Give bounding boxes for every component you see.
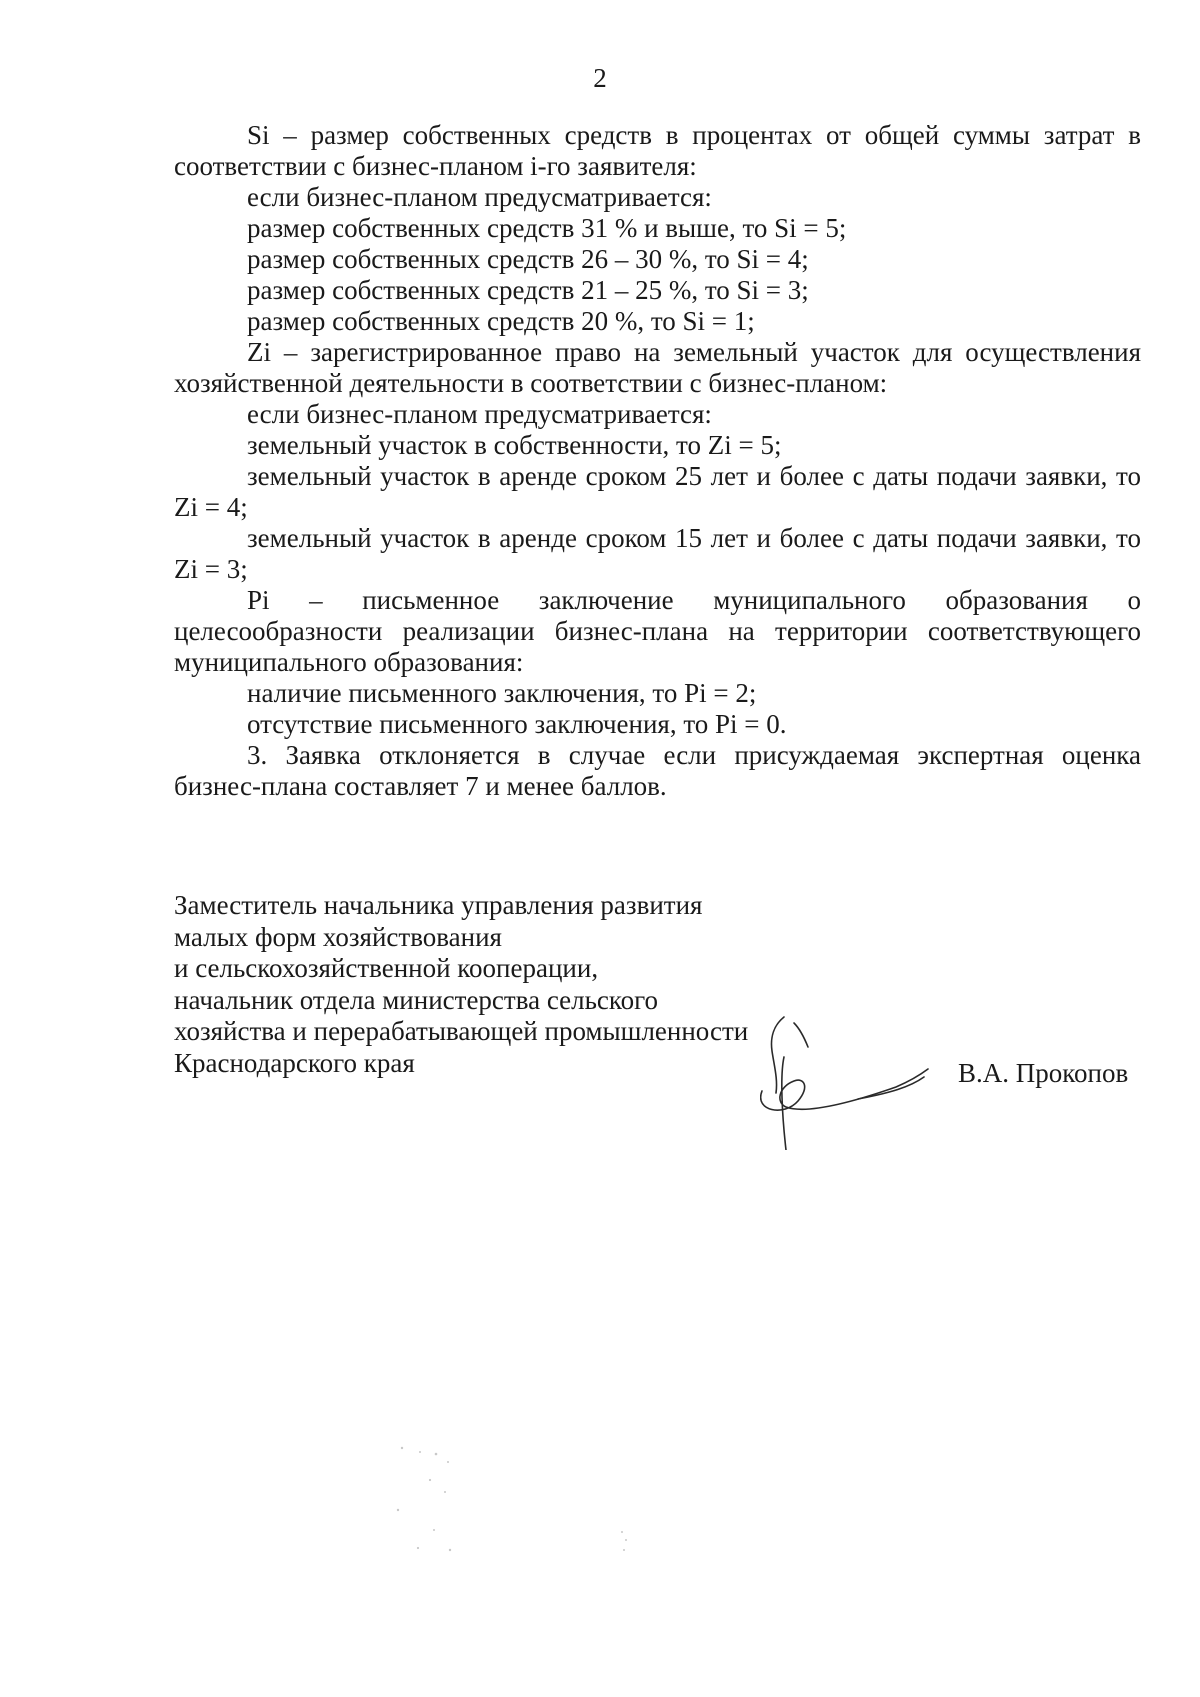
position-line: начальник отдела министерства сельского [174,984,659,1015]
position-line: и сельскохозяйственной кооперации, [174,953,599,983]
paragraph-si-1: размер собственных средств 20 %, то Si = 1; [247,306,755,336]
paragraph-pi-2: наличие письменного заключения, то Pi = 2; [247,678,757,708]
paragraph-zi-5: земельный участок в собственности, то Zi = 5; [247,430,782,460]
position-line: Краснодарского края [174,1047,415,1078]
signature-stroke [794,1023,808,1047]
signature-stroke [782,1057,786,1150]
signature-ink [761,1017,928,1150]
position-line: малых форм хозяйствования [174,921,502,952]
paragraph-si-3: размер собственных средств 21 – 25 %, то Si = 3; [247,275,809,305]
paragraph-zi-4: земельный участок в аренде сроком 25 лет и более с даты подачи заявки, то Zi = 4; [174,461,1141,522]
scan-artifacts [390,1440,710,1600]
paragraph-zi-3: земельный участок в аренде сроком 15 лет и более с даты подачи заявки, то Zi = 3; [174,523,1141,584]
paragraph-si-5: размер собственных средств 31 % и выше, то Si = 5; [247,213,847,243]
document-body [174,120,1141,802]
paragraph-zi-condition: если бизнес-планом предусматривается: [247,399,712,429]
paragraph-si-4: размер собственных средств 26 – 30 %, то Si = 4; [247,244,809,274]
signatory-position [174,890,748,1079]
paragraph-si-definition: Si – размер собственных средств в процентах от общей суммы затрат в соответствии с бизнес-планом i-го заявителя: [174,120,1141,181]
signer-name: В.А. Прокопов [958,1058,1129,1088]
page-number: 2 [593,63,607,93]
paragraph-pi-definition: Pi – письменное заключение муниципального образования о целесообразности реализации бизнес-плана на территории соответствующего муниципального образования: [174,585,1141,677]
handwritten-signature [760,1015,975,1150]
paragraph-zi-definition: Zi – зарегистрированное право на земельный участок для осуществления хозяйственной деятельности в соответствии с бизнес-планом: [174,337,1141,398]
signature-stroke [761,1069,928,1110]
position-line: Заместитель начальника управления развития [174,890,703,920]
paragraph-pi-0: отсутствие письменного заключения, то Pi = 0. [247,709,787,739]
paragraph-rejection-rule: 3. Заявка отклоняется в случае если присуждаемая экспертная оценка бизнес-плана составляет 7 и менее баллов. [174,740,1141,801]
paragraph-si-condition: если бизнес-планом предусматривается: [247,182,712,212]
position-line: хозяйства и перерабатывающей промышленности [174,1016,749,1046]
